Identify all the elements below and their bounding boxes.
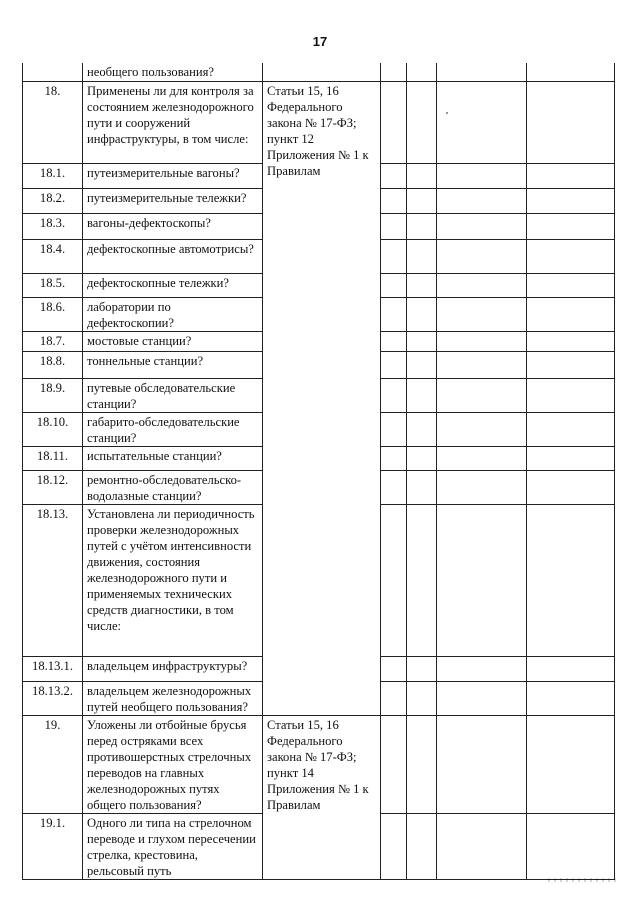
answer-no-cell xyxy=(407,351,437,378)
question-text: Одного ли типа на стрелочном переводе и глухом пересечении стрелка, крестовина, рельсовый путь xyxy=(83,813,263,879)
notes-cell xyxy=(527,297,615,331)
not-applicable-cell xyxy=(437,813,527,879)
item-number: 19.1. xyxy=(23,813,83,879)
answer-yes-cell xyxy=(381,297,407,331)
question-text: дефектоскопные тележки? xyxy=(83,273,263,297)
answer-no-cell xyxy=(407,813,437,879)
table-row xyxy=(23,715,615,813)
question-text: испытательные станции? xyxy=(83,446,263,470)
notes-cell xyxy=(527,412,615,446)
question-text: путеизмерительные вагоны? xyxy=(83,163,263,188)
legal-reference: Статьи 15, 16 Федерального закона № 17-ФЗ; пункт 12 Приложения № 1 к Правилам xyxy=(263,81,381,715)
question-text: необщего пользования? xyxy=(83,63,263,81)
notes-cell xyxy=(527,351,615,378)
answer-no-cell xyxy=(407,81,437,163)
item-number: 18.13.2. xyxy=(23,681,83,715)
item-number: 18.7. xyxy=(23,331,83,351)
answer-no-cell xyxy=(407,188,437,213)
notes-cell xyxy=(527,63,615,81)
item-number xyxy=(23,63,83,81)
not-applicable-cell xyxy=(437,378,527,412)
not-applicable-cell xyxy=(437,656,527,681)
question-text: габарито-обследовательские станции? xyxy=(83,412,263,446)
item-number: 18.8. xyxy=(23,351,83,378)
notes-cell xyxy=(527,715,615,813)
answer-yes-cell xyxy=(381,446,407,470)
answer-no-cell xyxy=(407,63,437,81)
question-text: Уложены ли отбойные брусья перед остряками всех противошерстных стрелочных переводов на главных железнодорожных путях общего пользования? xyxy=(83,715,263,813)
not-applicable-cell xyxy=(437,273,527,297)
answer-yes-cell xyxy=(381,412,407,446)
answer-no-cell xyxy=(407,446,437,470)
notes-cell xyxy=(527,470,615,504)
question-text: вагоны-дефектоскопы? xyxy=(83,213,263,239)
question-text: Применены ли для контроля за состоянием железнодорожного пути и сооружений инфраструктуры, в том числе: xyxy=(83,81,263,163)
not-applicable-cell xyxy=(437,446,527,470)
not-applicable-cell xyxy=(437,504,527,656)
notes-cell xyxy=(527,239,615,273)
notes-cell xyxy=(527,813,615,879)
notes-cell xyxy=(527,213,615,239)
checklist-table xyxy=(22,63,615,880)
item-number: 18.5. xyxy=(23,273,83,297)
item-number: 18.11. xyxy=(23,446,83,470)
answer-yes-cell xyxy=(381,239,407,273)
answer-yes-cell xyxy=(381,813,407,879)
question-text: путеизмерительные тележки? xyxy=(83,188,263,213)
table-row xyxy=(23,81,615,163)
item-number: 18.3. xyxy=(23,213,83,239)
question-text: дефектоскопные автомотрисы? xyxy=(83,239,263,273)
item-number: 18.10. xyxy=(23,412,83,446)
not-applicable-cell xyxy=(437,351,527,378)
notes-cell xyxy=(527,273,615,297)
table-row xyxy=(23,63,615,81)
not-applicable-cell xyxy=(437,470,527,504)
legal-reference xyxy=(263,63,381,81)
item-number: 18.13.1. xyxy=(23,656,83,681)
question-text: путевые обследовательские станции? xyxy=(83,378,263,412)
notes-cell xyxy=(527,504,615,656)
not-applicable-cell xyxy=(437,297,527,331)
item-number: 19. xyxy=(23,715,83,813)
item-number: 18.2. xyxy=(23,188,83,213)
item-number: 18. xyxy=(23,81,83,163)
answer-no-cell xyxy=(407,412,437,446)
item-number: 18.1. xyxy=(23,163,83,188)
answer-yes-cell xyxy=(381,504,407,656)
answer-yes-cell xyxy=(381,81,407,163)
not-applicable-cell xyxy=(437,213,527,239)
not-applicable-cell xyxy=(437,63,527,81)
not-applicable-cell xyxy=(437,188,527,213)
answer-no-cell xyxy=(407,715,437,813)
answer-no-cell xyxy=(407,656,437,681)
not-applicable-cell xyxy=(437,412,527,446)
question-text: ремонтно-обследовательско-водолазные станции? xyxy=(83,470,263,504)
item-number: 18.12. xyxy=(23,470,83,504)
not-applicable-cell xyxy=(437,331,527,351)
notes-cell xyxy=(527,656,615,681)
answer-no-cell xyxy=(407,163,437,188)
notes-cell xyxy=(527,446,615,470)
answer-yes-cell xyxy=(381,273,407,297)
answer-no-cell xyxy=(407,504,437,656)
notes-cell xyxy=(527,81,615,163)
answer-no-cell xyxy=(407,378,437,412)
question-text: лаборатории по дефектоскопии? xyxy=(83,297,263,331)
answer-yes-cell xyxy=(381,656,407,681)
notes-cell xyxy=(527,163,615,188)
answer-no-cell xyxy=(407,297,437,331)
answer-no-cell xyxy=(407,470,437,504)
answer-yes-cell xyxy=(381,715,407,813)
answer-yes-cell xyxy=(381,351,407,378)
item-number: 18.4. xyxy=(23,239,83,273)
not-applicable-cell xyxy=(437,163,527,188)
answer-no-cell xyxy=(407,681,437,715)
not-applicable-cell xyxy=(437,239,527,273)
question-text: мостовые станции? xyxy=(83,331,263,351)
answer-no-cell xyxy=(407,273,437,297)
answer-no-cell xyxy=(407,239,437,273)
notes-cell xyxy=(527,331,615,351)
item-number: 18.6. xyxy=(23,297,83,331)
answer-yes-cell xyxy=(381,681,407,715)
answer-no-cell xyxy=(407,213,437,239)
not-applicable-cell xyxy=(437,81,527,163)
question-text: тоннельные станции? xyxy=(83,351,263,378)
question-text: Установлена ли периодичность проверки железнодорожных путей с учётом интенсивности движения, состояния железнодорожного пути и применяемых технических средств диагностики, в том числе: xyxy=(83,504,263,656)
answer-no-cell xyxy=(407,331,437,351)
answer-yes-cell xyxy=(381,213,407,239)
answer-yes-cell xyxy=(381,331,407,351)
notes-cell xyxy=(527,378,615,412)
question-text: владельцем инфраструктуры? xyxy=(83,656,263,681)
item-number: 18.9. xyxy=(23,378,83,412)
answer-yes-cell xyxy=(381,470,407,504)
answer-yes-cell xyxy=(381,163,407,188)
item-number: 18.13. xyxy=(23,504,83,656)
notes-cell xyxy=(527,188,615,213)
answer-yes-cell xyxy=(381,63,407,81)
notes-cell xyxy=(527,681,615,715)
legal-reference: Статьи 15, 16 Федерального закона № 17-ФЗ; пункт 14 Приложения № 1 к Правилам xyxy=(263,715,381,879)
answer-yes-cell xyxy=(381,188,407,213)
question-text: владельцем железнодорожных путей необщего пользования? xyxy=(83,681,263,715)
answer-yes-cell xyxy=(381,378,407,412)
not-applicable-cell xyxy=(437,681,527,715)
page-number: 17 xyxy=(312,34,328,49)
not-applicable-cell xyxy=(437,715,527,813)
